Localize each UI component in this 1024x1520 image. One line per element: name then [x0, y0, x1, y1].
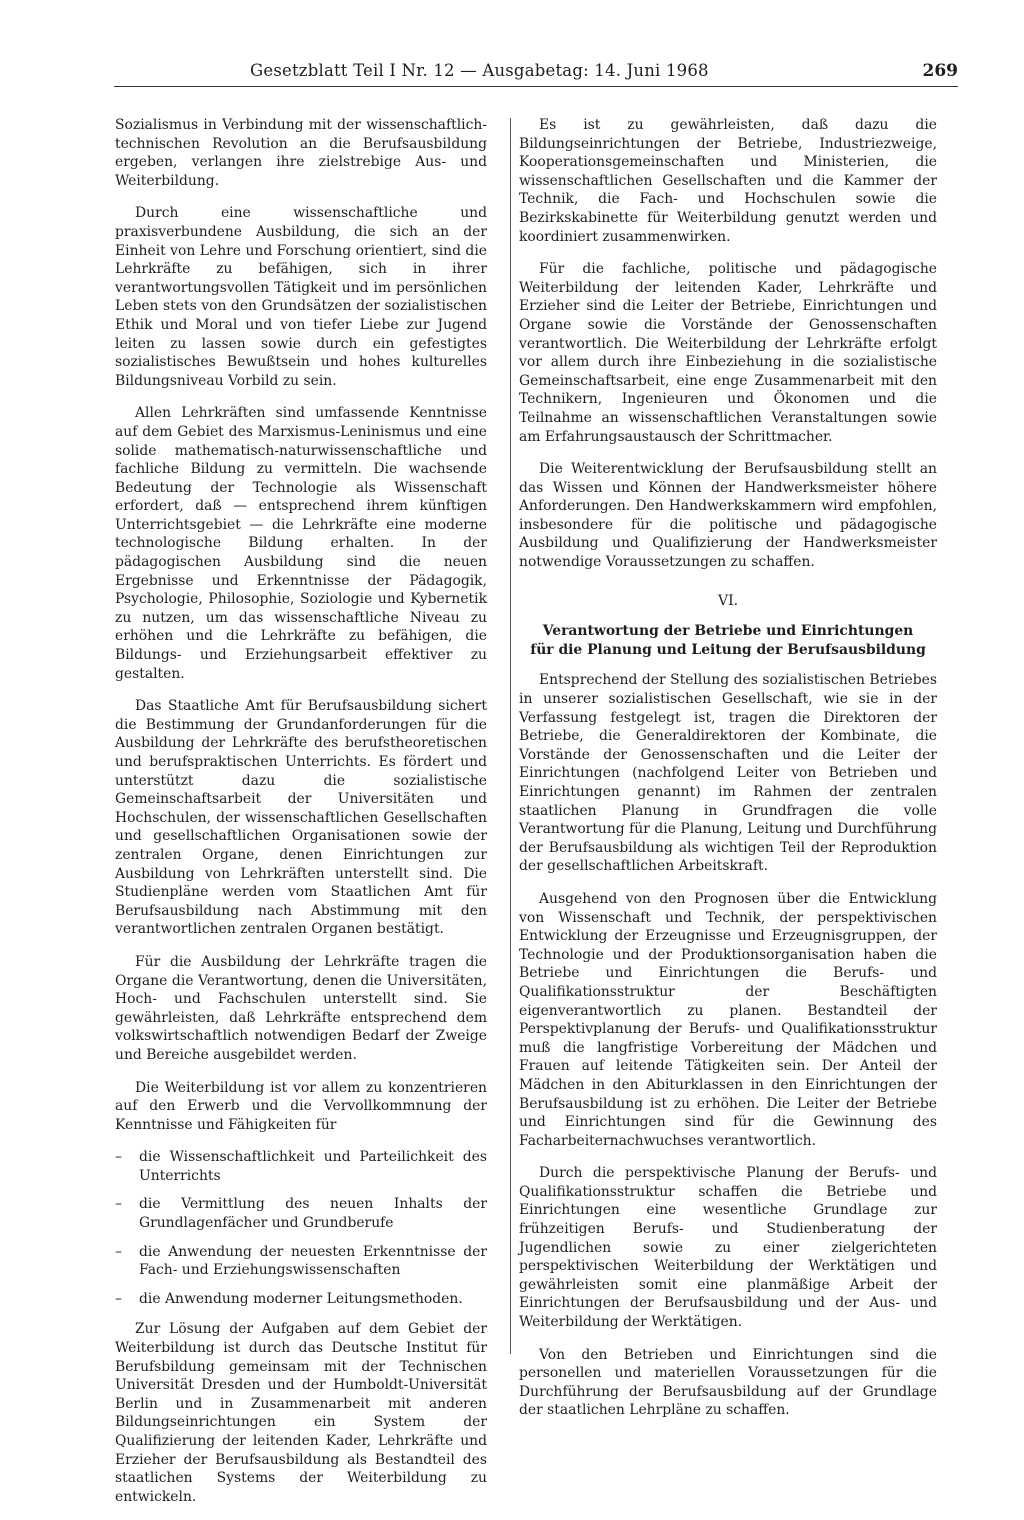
paragraph: Entsprechend der Stellung des sozialistischen Betriebes in unserer sozialistischen Gesellschaft, wie sie in der Verfassung festgelegt ist, tragen die Direktoren der Betriebe, die Generaldirektoren der Kombinate, die Vorstände der Genossenschaften und die Leiter der Einrichtungen (nachfolgend Leiter von Betrieben und Einrichtungen genannt) im Rahmen der zentralen staatlichen Planung in Grundfragen die volle Verantwortung für die Planung, Leitung und Durchführung der Berufsausbildung als wichtigen Teil der Reproduktion der gesellschaftlichen Arbeitskraft.: [519, 672, 937, 875]
column-divider: [510, 118, 511, 1354]
header-title: Gesetzblatt Teil I Nr. 12 — Ausgabetag: 14. Juni 1968: [250, 61, 709, 80]
paragraph: Das Staatliche Amt für Berufsausbildung sichert die Bestimmung der Grundanforderungen für die Ausbildung der Lehrkräfte des berufstheoretischen und berufspraktischen Unterrichts. Es fördert und unterstützt dazu die sozialistische Gemeinschaftsarbeit der Universitäten und Hochschulen, der wissenschaftlichen Gesellschaften und gesellschaftlichen Organisationen sowie der zentralen Organe, denen Einrichtungen zur Ausbildung von Lehrkräften unterstellt sind. Die Studienpläne werden vom Staatlichen Amt für Berufsausbildung nach Abstimmung mit den verantwortlichen zentralen Organen bestätigt.: [115, 698, 487, 938]
list-item: – die Wissenschaftlichkeit und Parteilichkeit des Unterrichts: [115, 1148, 487, 1185]
section-number: VI.: [717, 592, 739, 609]
section-heading-line: für die Planung und Leitung der Berufsausbildung: [530, 641, 926, 658]
page-header: [250, 58, 958, 84]
header-rule: [114, 86, 958, 87]
paragraph: Für die Ausbildung der Lehrkräfte tragen die Organe die Verantwortung, denen die Universitäten, Hoch- und Fachschulen unterstellt sind. Sie gewährleisten, daß Lehrkräfte entsprechend dem volkswirtschaftlich notwendigen Bedarf der Zweige und Bereiche ausgebildet werden.: [115, 953, 487, 1063]
right-column: [519, 116, 937, 1434]
list-item: – die Anwendung moderner Leitungsmethoden.: [115, 1290, 487, 1309]
list-item: – die Vermittlung des neuen Inhalts der Grundlagenfächer und Grundberufe: [115, 1195, 487, 1232]
paragraph: Es ist zu gewährleisten, daß dazu die Bildungseinrichtungen der Betriebe, Industriezweige, Kooperationsgemeinschaften und Ministerien, die wissenschaftlichen Gesellschaften und die Kammer der Technik, die Fach- und Hochschulen sowie die Bezirkskabinette für Weiterbildung genutzt werden und koordiniert zusammenwirken.: [519, 117, 937, 245]
paragraph: Zur Lösung der Aufgaben auf dem Gebiet der Weiterbildung ist durch das Deutsche Institut für Berufsbildung gemeinsam mit der Technischen Universität Dresden und der Humboldt-Universität Berlin und in Zusammenarbeit mit anderen Bildungseinrichtungen ein System der Qualifizierung der leitenden Kader, Lehrkräfte und Erzieher der Berufsausbildung als Bestandteil des staatlichen Systems der Weiterbildung zu entwickeln.: [115, 1321, 487, 1505]
paragraph: Für die fachliche, politische und pädagogische Weiterbildung der leitenden Kader, Lehrkräfte und Erzieher sind die Leiter der Betriebe, Einrichtungen und Organe sowie die Vorstände der Genossenschaften verantwortlich. Die Weiterbildung der Lehrkräfte erfolgt vor allem durch ihre Einbeziehung in die sozialistische Gemeinschaftsarbeit, eine enge Zusammenarbeit mit den Technikern, Ingenieuren und Ökonomen und die Teilnahme an wissenschaftlichen Veranstaltungen sowie am Erfahrungsaustausch der Schrittmacher.: [519, 261, 937, 445]
list-item: – die Anwendung der neuesten Erkenntnisse der Fach- und Erziehungswissenschaften: [115, 1243, 487, 1280]
paragraph: Sozialismus in Verbindung mit der wissenschaftlich-technischen Revolution an die Berufsausbildung ergeben, verlangen ihre zielstrebige Aus- und Weiterbildung.: [115, 117, 487, 189]
section-heading: [519, 622, 937, 659]
paragraph: Die Weiterbildung ist vor allem zu konzentrieren auf den Erwerb und die Vervollkommnung der Kenntnisse und Fähigkeiten für: [115, 1079, 487, 1133]
paragraph: Durch die perspektivische Planung der Berufs- und Qualifikationsstruktur schaffen die Betriebe und Einrichtungen eine wesentliche Grundlage zur frühzeitigen Berufs- und Studienberatung der Jugendlichen sowie zu einer zielgerichteten perspektivischen Weiterbildung der Werktätigen und gewährleisten somit eine planmäßige Arbeit der Einrichtungen der Berufsausbildung und der Aus- und Weiterbildung der Werktätigen.: [519, 1165, 937, 1331]
paragraph: Ausgehend von den Prognosen über die Entwicklung von Wissenschaft und Technik, der perspektivischen Entwicklung der Erzeugnisse und Erzeugnisgruppen, der Technologie und der Produktionsorganisation haben die Betriebe und Einrichtungen die Berufs- und Qualifikationsstruktur der Beschäftigten eigenverantwortlich zu planen. Bestandteil der Perspektivplanung der Berufs- und Qualifikationsstruktur muß die langfristige Vorbereitung der Mädchen und Frauen auf leitende Tätigkeiten sein. Der Anteil der Mädchen in den Abiturklassen in den Einrichtungen der Berufsausbildung ist zu erhöhen. Die Leiter der Betriebe und Einrichtungen sind für die Gewinnung des Facharbeiternachwuchses verantwortlich.: [519, 890, 937, 1149]
paragraph: Die Weiterentwicklung der Berufsausbildung stellt an das Wissen und Können der Handwerksmeister höhere Anforderungen. Den Handwerkskammern wird empfohlen, insbesondere für die politische und pädagogische Ausbildung und Qualifizierung der Handwerksmeister notwendige Voraussetzungen zu schaffen.: [519, 461, 937, 571]
paragraph: Von den Betrieben und Einrichtungen sind die personellen und materiellen Voraussetzungen für die Durchführung der Berufsausbildung auf der Grundlage der staatlichen Lehrpläne zu schaffen.: [519, 1346, 937, 1419]
paragraph: Durch eine wissenschaftliche und praxisverbundene Ausbildung, die sich an der Einheit von Lehre und Forschung orientiert, sind die Lehrkräfte zu befähigen, sich in ihrer verantwortungsvollen Tätigkeit und im persönlichen Leben stets von den Grundsätzen der sozialistischen Ethik und Moral und von tiefer Liebe zur Jugend leiten zu lassen sowie durch ein gefestigtes sozialistisches Bewußtsein und hohes kulturelles Bildungsniveau Vorbild zu sein.: [115, 205, 487, 389]
left-column: [115, 116, 487, 1520]
paragraph: Allen Lehrkräften sind umfassende Kenntnisse auf dem Gebiet des Marxismus-Leninismus und eine solide mathematisch-naturwissenschaftliche und fachliche Bildung zu vermitteln. Die wachsende Bedeutung der Technologie als Wissenschaft erfordert, daß — entsprechend ihrem künftigen Unterrichtsgebiet — die Lehrkräfte eine moderne technologische Bildung erhalten. In der pädagogischen Ausbildung sind die neuen Ergebnisse und Erkenntnisse der Pädagogik, Psychologie, Philosophie, Soziologie und Kybernetik zu nutzen, um das wissenschaftliche Niveau zu erhöhen und die Lehrkräfte zu befähigen, die Bildungs- und Erziehungsarbeit effektiver zu gestalten.: [115, 405, 487, 682]
dash-list: [115, 1148, 487, 1308]
section-heading-line: Verantwortung der Betriebe und Einrichtungen: [542, 623, 914, 640]
page-number: 269: [922, 61, 958, 81]
